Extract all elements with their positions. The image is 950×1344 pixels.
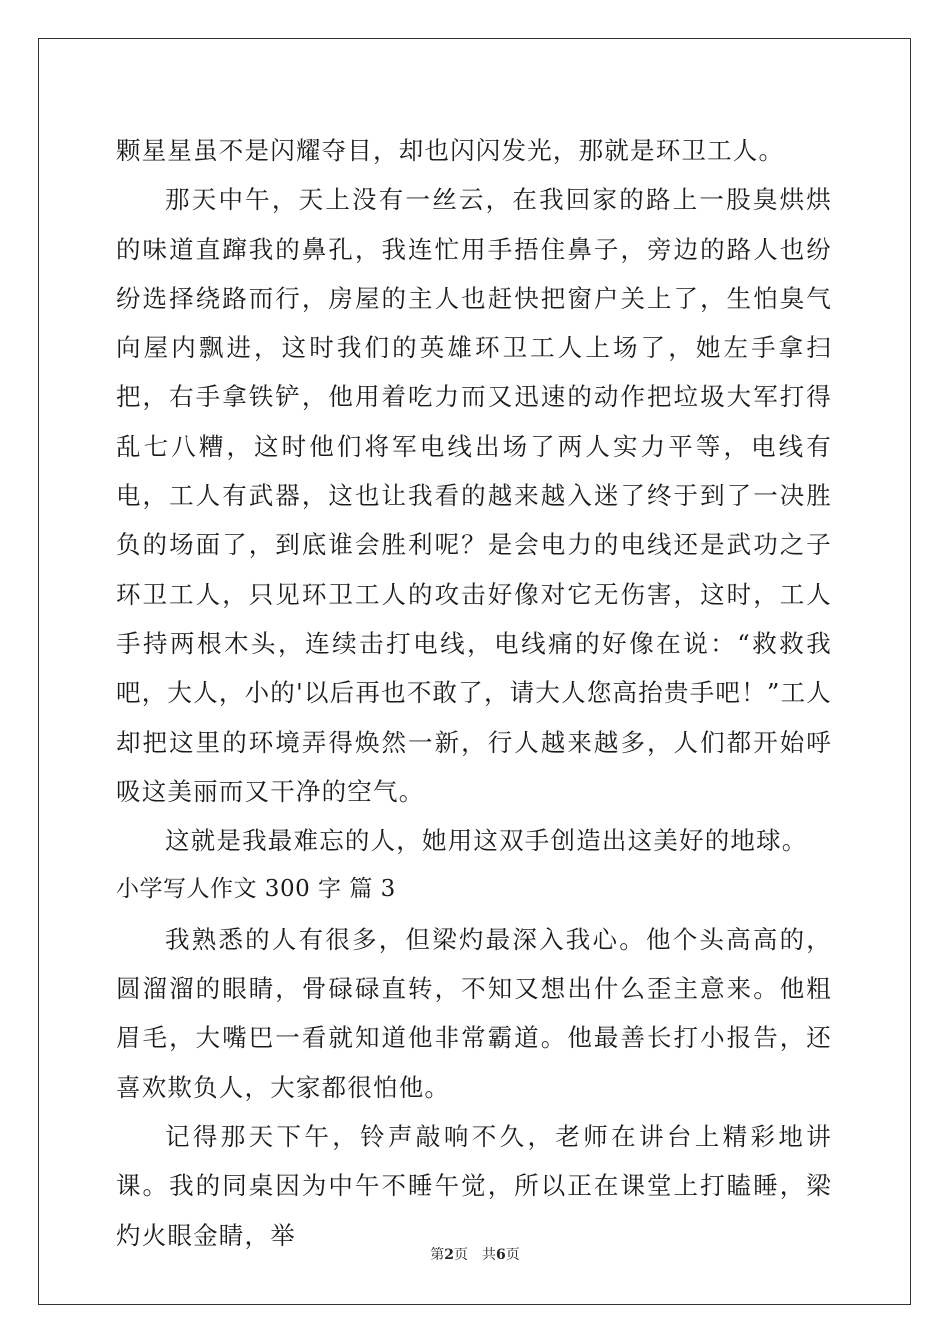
paragraph-2: 那天中午，天上没有一丝云，在我回家的路上一股臭烘烘的味道直蹿我的鼻孔，我连忙用手捂住鼻子，旁边的路人也纷纷选择绕路而行，房屋的主人也赶快把窗户关上了，生怕臭气向屋内飘进，这时我们的英雄环卫工人上场了，她左手拿扫把，右手拿铁铲，他用着吃力而又迅速的动作把垃圾大军打得乱七八糟，这时他们将军电线出场了两人实力平等，电线有电，工人有武器，这也让我看的越来越入迷了终于到了一决胜负的场面了，到底谁会胜利呢？是会电力的电线还是武功之子环卫工人，只见环卫工人的攻击好像对它无伤害，这时，工人手持两根木头，连续击打电线，电线痛的好像在说：“救救我吧，大人，小的'以后再也不敢了，请大人您高抬贵手吧！”工人却把这里的环境弄得焕然一新，行人越来越多，人们都开始呼吸这美丽而又干净的空气。	[116, 185, 832, 806]
paragraph-4: 我熟悉的人有很多，但梁灼最深入我心。他个头高高的，圆溜溜的眼睛，骨碌碌直转，不知又想出什么歪主意来。他粗眉毛，大嘴巴一看就知道他非常霸道。他最善长打小报告，还喜欢欺负人，大家都很怕他。	[116, 924, 832, 1102]
paragraph-5: 记得那天下午，铃声敲响不久，老师在讲台上精彩地讲课。我的同桌因为中午不睡午觉，所以正在课堂上打瞌睡，梁灼火眼金睛，举	[116, 1121, 832, 1250]
total-suffix: 页	[505, 1247, 520, 1263]
page-suffix: 页	[454, 1247, 468, 1263]
page-footer	[0, 1244, 950, 1264]
paragraph-1: 颗星星虽不是闪耀夺目，却也闪闪发光，那就是环卫工人。	[116, 136, 785, 165]
page-prefix: 第	[430, 1247, 445, 1263]
total-pages: 6	[496, 1247, 506, 1263]
page-number: 2	[444, 1247, 454, 1263]
total-prefix: 共	[482, 1247, 496, 1263]
paragraph-3: 这就是我最难忘的人，她用这双手创造出这美好的地球。	[165, 826, 808, 856]
section-heading: 小学写人作文 300 字 篇 3	[116, 876, 396, 903]
document-body	[116, 126, 832, 1260]
